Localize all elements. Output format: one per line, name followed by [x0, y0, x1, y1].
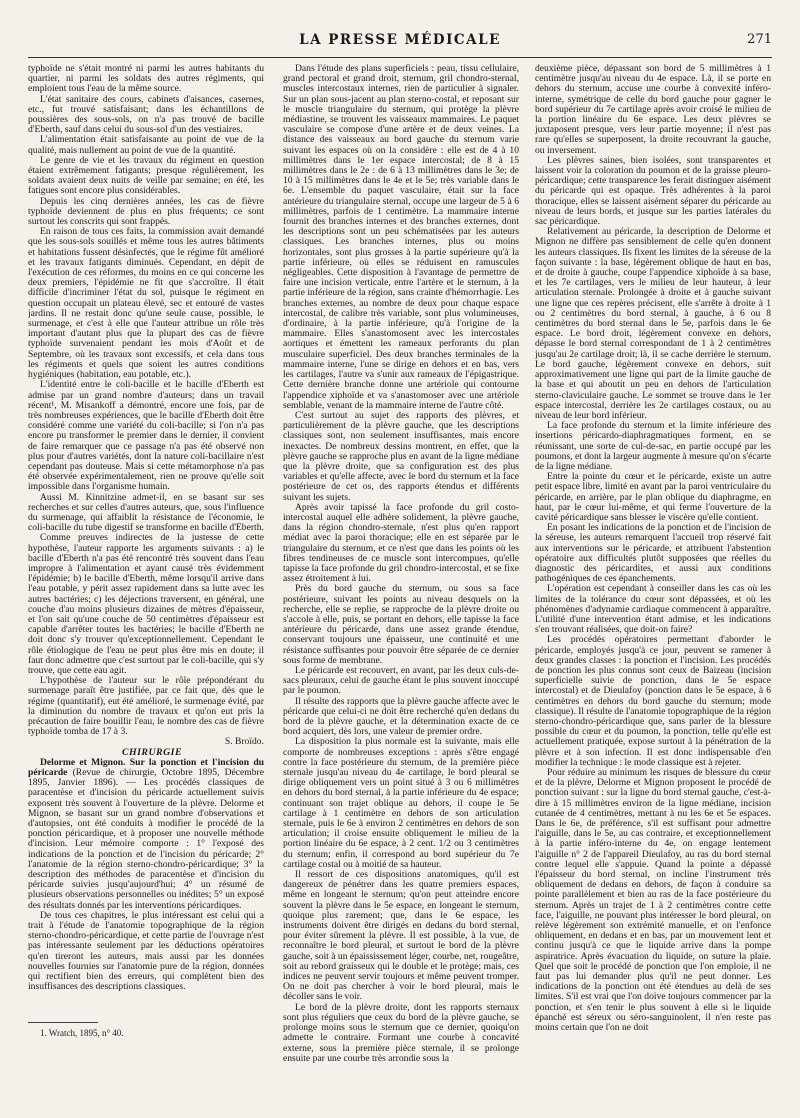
paragraph: La face profonde du sternum et la limite inférieure des insertions péricardo-diaphragmatiques forment, en se réunissant, une sorte de cul-de-sac, en partie occupé par les poumons, et dont la largeur augmente à mesure qu'on s'écarte de la ligne médiane.	[535, 420, 771, 472]
page-header	[28, 32, 772, 52]
paragraph: Après avoir tapissé la face profonde du gril costo-intercostal auquel elle adhère solidement, la plèvre gauche, dans la région chondro-sternale, n'est plus qu'en rapport médiat avec la paroi thoracique; elle en est séparée par le triangulaire du sternum, et ce n'est que dans les points où les fibres tendineuses de ce muscle sont intercompues, qu'elle tapisse la face profonde du gril chondro-intercostal, et se fixe assez étroitement à lui.	[283, 501, 519, 585]
paragraph: deuxième pièce, dépassant son bord de 5 millimètres à 1 centimètre jusqu'au niveau du 4e espace. Là, il se porte en dehors du sternum, accuse une courbe à convexité inféro-interne, symétrique de celle du bord gauche pour gagner le bord supérieur du 7e cartilage après avoir croisé le milieu de la portion linéaire du 6e espace. Les deux plèvres se juxtaposent presque, vers leur partie moyenne; il n'est pas rare qu'elles se superposent, la droite recouvrant la gauche, ou inversement.	[535, 64, 771, 156]
paragraph: Les procédés opératoires permettant d'aborder le péricarde, employés jusqu'à ce jour, peuvent se ramener à deux grandes classes : la ponction et l'incision. Les procédés de ponction les plus connus sont ceux de Baizeau (incision superficielle suivie de ponction, dans le 5e espace intercostal) et de Dieulafoy (ponction dans le 5e espace, à 6 centimètres en dehors du bord gauche du sternum; mode classique). Il résulte de l'anatomie topographique de la région sterno-chondro-péricardique que, sans parler de la blessure possible du cœur et du poumon, la ponction, telle qu'elle est actuellement pratiquée, expose surtout à la pénétration de la plèvre et à son infection. Il est donc indispensable d'en modifier la technique : le mode classique est à rejeter.	[535, 634, 771, 768]
column-1	[28, 64, 264, 1104]
paragraph: Près du bord gauche du sternum, ou sous sa face postérieure, suivant les points au niveau desquels on la recherche, elle se replie, se rapproche de la plèvre droite ou s'accole à elle, puis, se portant en dehors, elle tapisse la face antérieure du péricarde, dans une assez grande étendue, conservant toujours une épaisseur, une continuité et une résistance suffisantes pour pouvoir être séparée de ce dernier sous forme de membrane.	[283, 583, 519, 666]
paragraph: Comme preuves indirectes de la justesse de cette hypothèse, l'auteur rapporte les arguments suivants : a) le bacille d'Eberth n'a pas été rencontré très souvent dans l'eau impropre à l'alimentation et ayant causé très évidemment l'épidémie; b) le bacille d'Eberth, même lorsqu'il arrive dans l'eau potable, y périt assez rapidement dans sa lutte avec les autres bactéries; c) les déjections traversent, en général, une couche d'au moins plusieurs dizaines de mètres d'épaisseur, et l'on sait qu'une couche de 50 centimètres d'épaisseur est capable d'arrêter toutes les bactéries; le bacille d'Eberth ne doit donc s'y trouver qu'exceptionnellement. Cependant le rôle étiologique de l'eau ne peut plus être mis en doute; il faut donc admettre que c'est surtout par le coli-bacille, qui s'y trouve, que cette eau agit.	[28, 532, 264, 676]
paragraph: Le péricarde est recouvert, en avant, par les deux culs-de-sacs pleuraux, celui de gauche étant le plus souvent inoccupé par le poumon.	[283, 664, 519, 697]
paragraph: Aussi M. Kinnitzine admet-il, en se basant sur ses recherches et sur celles d'autres auteurs, que, sous l'influence du surmenage, qui affaiblit la résistance de l'économie, le coli-bacille du tube digestif se transforme en bacille d'Eberth.	[28, 491, 264, 534]
footnote-rule	[28, 1022, 98, 1023]
paragraph: Le bord de la plèvre droite, dont les rapports sternaux sont plus réguliers que ceux du bord de la plèvre gauche, se prolonge moins sous le sternum que ce dernier, quoiqu'on admette le contraire. Formant une courbe à concavité externe, sous la première pièce sternale, il se prolonge ensuite par une courbe très arrondie sous la	[283, 1001, 519, 1064]
author-signature: S. Broïdo.	[224, 736, 264, 748]
paragraph: Pour réduire au minimum les risques de blessure du cœur et de la plèvre, Delorme et Mignon proposent le procédé de ponction suivant : sur la ligne du bord sternal gauche, c'est-à-dire à 15 millimètres environ de la ligne médiane, incision cutanée de 4 centimètres, mettant à nu les 6e et 5e espaces. Dans le 6e, de préférence, s'il est suffisant pour admettre l'aiguille, dans le 5e, au cas contraire, et exceptionnellement à la partie inféro-interne du 4e, on engage lentement l'aiguille n° 2 de l'appareil Dieulafoy, au ras du bord sternal contre lequel elle s'appuie. Quand la pointe a dépassé l'épaisseur du bord sternal, on incline l'instrument très obliquement de dedans en dehors, de façon à conduire sa pointe parallèlement et bien au ras de la face postérieure du sternum. Après un trajet de 1 à 2 centimètres contre cette face, l'aiguille, ne pouvant plus intéresser le bord pleural, on relève légèrement son extrémité manuelle, et on l'enfonce obliquement, en dedans et en bas, par un mouvement lent et continu jusqu'à ce que le liquide arrive dans la pompe aspiratrice. Après évacuation du liquide, on suture la plaie. Quel que soit le procédé de ponction que l'on emploie, il ne faut pas lui demander plus qu'il ne peut donner. Les indications de la ponction ont été étendues au delà de ses limites. S'il est vrai que l'on doive toujours commencer par la ponction, et s'en tenir le plus souvent à elle si le liquide épanché est séreux ou séro-sanguinolent, il n'en reste pas moins certain que l'on ne doit	[535, 767, 771, 1034]
paragraph: L'identité entre le coli-bacille et le bacille d'Eberth est admise par un grand nombre d'auteurs; dans un travail récent¹, M. Misankoff a démontré, encore une fois, par de très nombreuses expériences, que le bacille d'Eberth doit être considéré comme une variété du coli-bacille; si l'on n'a pas encore pu transformer le premier dans le dernier, il convient de faire remarquer que ce passage n'a pas été observé non plus pour d'autres variétés, dont la nature coli-bacillaire n'est cependant pas douteuse. Mais si cette métamorphose n'a pas été observée expérimentalement, rien ne prouve qu'elle soit impossible dans l'organisme humain.	[28, 379, 264, 493]
paragraph: C'est surtout au sujet des rapports des plèvres, et particulièrement de la plèvre gauche, que les descriptions classiques sont, non seulement insuffisantes, mais encore inexactes. De nombreux dessins montrent, en effet, que la plèvre gauche se rapproche plus en avant de la ligne médiane que la plèvre droite, que sa configuration est des plus variables et qu'elle affecte, avec le bord du sternum et la face postérieure de cet os, des rapports étendus et différents suivant les sujets.	[283, 409, 519, 503]
article-source: (Revue de chirurgie, Octobre 1895, Décembre 1895, Janvier 1896). — Les procédés classiques de paracentèse et d'incision du péricarde actuellement suivis exposent très souvent à l'ouverture de la plèvre. Delorme et Mignon, se basant sur un grand nombre d'observations et d'autopsies, ont été conduits à modifier le procédé de la ponction péricardique, et à proposer une nouvelle méthode d'incision. Leur mémoire comporte : 1° l'exposé des indications de la ponction et de l'incision du péricarde; 2° l'anatomie de la région sterno-chondro-péricardique; 3° la description des méthodes de paracentèse et d'incision du péricarde suivies jusqu'aujourd'hui; 4° un résumé de plusieurs observations personnelles ou inédites; 5° un exposé des résultats donnés par les interventions péricardiques.	[28, 767, 264, 911]
paragraph: L'état sanitaire des cours, cabinets d'aisances, casernes, etc., fut trouvé satisfaisant; dans les échantillons de poussières des sous-sols, on n'a pas trouvé de bacille d'Eberth, sauf dans celui du sous-sol d'un des vestiaires.	[28, 93, 264, 136]
paragraph: Dans l'étude des plans superficiels : peau, tissu cellulaire, grand pectoral et grand droit, sternum, gril chondro-sternal, muscles intercostaux internes, rien de particulier à signaler. Sur un plan sous-jacent au plan sterno-costal, et reposant sur le muscle triangulaire du sternum, qui protège la plèvre médiastine, se trouvent les vaisseaux mammaires. Le paquet vasculaire se compose d'une artère et de deux veines. La distance des vaisseaux au bord gauche du sternum varie suivant les espaces où on la considère : elle est de 4 à 10 millimètres dans le 1er espace intercostal; de 8 à 15 millimètres dans le 2e : de 6 à 13 millimètres dans le 3e; de 10 à 15 millimètres dans le 4e et le 5e; très variable dans le 6e. L'ensemble du paquet vasculaire, était sur la face antérieure du triangulaire sternal, occupe une largeur de 5 à 6 millimètres, parfois de 1 centimètre. La mammaire interne fournit des branches internes et des branches externes, dont les descriptions sont un peu schématisées par les auteurs classiques. Les branches internes, plus ou moins horizontales, sont plus grosses à la partie supérieure qu'à la partie inférieure, où elles se réduisent en ramuscules négligeables. Cette disposition à l'avantage de permettre de faire une incision verticale, entre l'artère et le sternum, à la partie inférieure de la région, sans crainte d'hémorrhagie. Les branches externes, au nombre de deux pour chaque espace intercostal, de calibre très variable, sont plus volumineuses, d'ordinaire, à la partie inférieure, qu'à l'origine de la mammaire. Elles s'anastomosent avec les intercostales aortiques et émettent les rameaux perforants du plan musculaire superficiel. Des deux branches terminales de la mammaire interne, l'une se dirige en dehors et en bas, vers les cartilages, l'autre va s'unir aux rameaux de l'épigastrique. Cette dernière branche donne une artériole qui contourne l'appendice xiphoïde et va s'anastomoser avec une artériole semblable, venant de la mammaire interne de l'autre côté.	[283, 64, 519, 411]
paragraph: En raison de tous ces faits, la commission avait demandé que les sous-sols souillés et même tous les autres bâtiments et habitations fussent désinfectés, que le régime fût amélioré et les travaux fatigants diminués. Cependant, en dépit de l'exécution de ces réformes, du moins en ce qui concerne les deux premiers, l'épidémie ne fit que s'accroître. Il était difficile d'incriminer l'état du sol, puisque le régiment en question occupait un plateau élevé, sec et entouré de vastes jardins. Il ne restait donc qu'une seule cause, possible, le surmenage, et c'est à elle que l'auteur attribue un rôle très important d'autant plus que la plupart des cas de fièvre typhoïde survenaient pendant les mois d'Août et de Septembre, où les travaux sont excessifs, et cela dans tous les régiments et quels que soient les autres conditions hygiéniques (habitation, eau potable, etc.).	[28, 226, 264, 381]
paragraph: Depuis les cinq dernières années, les cas de fièvre typhoïde deviennent de plus en plus fréquents; ce sont surtout les conscrits qui sont frappés.	[28, 195, 264, 228]
paragraph: La disposition la plus normale est la suivante, mais elle comporte de nombreuses exceptions : après s'être engagé contre la face postérieure du sternum, de la première pièce sternale jusqu'au niveau du 4e cartilage, le bord pleural se dirige obliquement vers un point situé à 3 ou 6 millimètres en dehors du bord sternal, à la partie inférieure du 4e espace; continuant son trajet oblique au dehors, il coupe le 5e cartilage à 1 centimètre en dehors de son articulation sternale, puis le 6e à environ 2 centimètres en dehors de son articulation; il croise ensuite obliquement le milieu de la portion linéaire du 6e espace, à 2 cent. 1/2 ou 3 centimètres du sternum; enfin, il correspond au bord supérieur du 7e cartilage costal ou à moitié de sa hauteur.	[283, 736, 519, 870]
journal-title: LA PRESSE MÉDICALE	[299, 32, 501, 48]
paragraph: Il ressort de ces dispositions anatomiques, qu'il est dangereux de pénétrer dans les quatre premiers espaces, même en longeant le sternum; qu'on peut atteindre encore souvent la plèvre dans le 5e espace, en longeant le sternum, quoique plus rarement; que, dans le 6e espace, les instruments doivent être dirigés en dedans du bord sternal, pour éviter sûrement la plèvre. Il est possible, à la vue, de reconnaître le bord pleural, et surtout le bord de la plèvre gauche, soit à un épaississement léger, courbe, net, rougeâtre, soit au rebord graisseux qui le double et le protège; mais, ces indices ne peuvent servir toujours et même peuvent tromper. On ne doit pas chercher à voir le bord pleural, mais le décoller sans le voir.	[283, 869, 519, 1003]
section-heading: CHIRURGIE	[121, 746, 183, 758]
header-rule	[28, 57, 772, 58]
paragraph: L'alimentation était satisfaisante au point de vue de la qualité, mais nullement au point de vue de la quantité.	[28, 134, 264, 156]
column-2	[283, 64, 519, 1104]
paragraph: Le genre de vie et les travaux du régiment en question étaient extrêmement fatigants; presque régulièrement, les soldats avaient deux nuits de veille par semaine; en été, les fatigues sont encore plus considérables.	[28, 154, 264, 197]
paragraph: De tous ces chapitres, le plus intéressant est celui qui a trait à l'étude de l'anatomie topographique de la région sterno-chondro-péricardique, et cette partie de l'ouvrage n'est pas intéressante seulement par les déductions opératoires qu'en tireront les auteurs, mais aussi par les données nouvelles fournies sur l'anatomie pure de la région, données qui rectifient bien des erreurs, qui complètent bien des insuffisances des descriptions classiques.	[28, 909, 264, 993]
paragraph: En posant les indications de la ponction et de l'incision de la séreuse, les auteurs remarquent l'accueil trop réservé fait aux interventions sur le péricarde, et attribuent l'abstention opératoire aux difficultés plutôt supposées que réelles du diagnostic des péricardites, et aussi aux conditions pathogéniques de ces épanchements.	[535, 522, 771, 585]
paragraph: typhoïde ne s'était montré ni parmi les autres habitants du quartier, ni parmi les soldats des autres régiments, qui emploient tous l'eau de la même source.	[28, 64, 264, 95]
article-intro	[28, 758, 264, 911]
paragraph: Entre la pointe du cœur et le péricarde, existe un autre petit espace libre, limité en avant par la paroi ventriculaire du péricarde, en arrière, par le plan oblique du diaphragme, en haut, par le cœur lui-même, et qui ferme l'ouverture de la cavité péricardique sans blesser le viscère qu'elle contient.	[535, 471, 771, 523]
article-title: Delorme et Mignon. Sur la ponction et l'incision du péricarde	[28, 756, 264, 779]
column-3	[535, 64, 771, 1104]
paragraph: Relativement au péricarde, la description de Delorme et Mignon ne diffère pas sensiblement de celle qu'en donnent les auteurs classiques. Ils fixent les limites de la séreuse de la façon suivante : la base, légèrement oblique de haut en bas, et de droite à gauche, coupe l'appendice xiphoïde à sa base, et les 7e cartilages, vers le milieu de leur hauteur, à leur articulation sternale. Prolongée à droite et à gauche suivant une ligne que ces repères précisent, elle s'arrête à droite à 1 ou 2 centimètres du bord sternal, à gauche, à 6 ou 8 centimètres du bord sternal dans le 5e, parfois dans le 6e espace. Le bord droit, légèrement convexe en dehors, dépasse le bord sternal correspondant de 1 à 2 centimètres jusqu'au 2e cartilage droit; là, il se cache derrière le sternum. Le bord gauche, légèrement convexe en dehors, suit approximativement une ligne qui part de la limite gauche de la base et qui aboutit un peu en dehors de l'articulation sterno-claviculaire gauche. Le sommet se trouve dans le 1er espace intercostal, derrière les 2e cartilages costaux, ou au niveau de leur bord inférieur.	[535, 226, 771, 421]
footnote: 1. Wratch, 1895, n° 40.	[40, 1028, 124, 1039]
paragraph: L'opération est cependant à conseiller dans les cas où les limites de la tolérance du cœur sont dépassées, et où les phénomènes d'adynamie cardiaque commencent à apparaître. L'utilité d'une intervention étant admise, et les indications s'en trouvant réalisées, que doit-on faire?	[535, 583, 771, 636]
page-number: 271	[747, 32, 772, 47]
paragraph: Il résulte des rapports que la plèvre gauche affecte avec le péricarde que celui-ci ne doit être recherché qu'en dedans du bord de la plèvre gauche, et la détermination exacte de ce bord acquiert, dès lors, une valeur de premier ordre.	[283, 695, 519, 738]
paragraph: L'hypothèse de l'auteur sur le rôle prépondérant du surmenage paraît être justifiée, par ce fait que, dès que le régime (quantitatif), eut été amélioré, le surmenage évité, par la diminution du nombre de travaux et qu'on eut pris la précaution de faire bouillir l'eau, le nombre des cas de fièvre typhoïde tomba de 17 à 3.	[28, 675, 264, 738]
paragraph: Les plèvres saines, bien isolées, sont transparentes et laissent voir la coloration du poumon et de la graisse pleuro-péricardique; cette transparence les ferait distinguer aisément du péricarde qui est opaque. Très adhérentes à la paroi thoracique, elles se laissent aisément séparer du péricarde au niveau de leurs bords, et jusque sur les parties latérales du sac péricardique.	[535, 154, 771, 228]
